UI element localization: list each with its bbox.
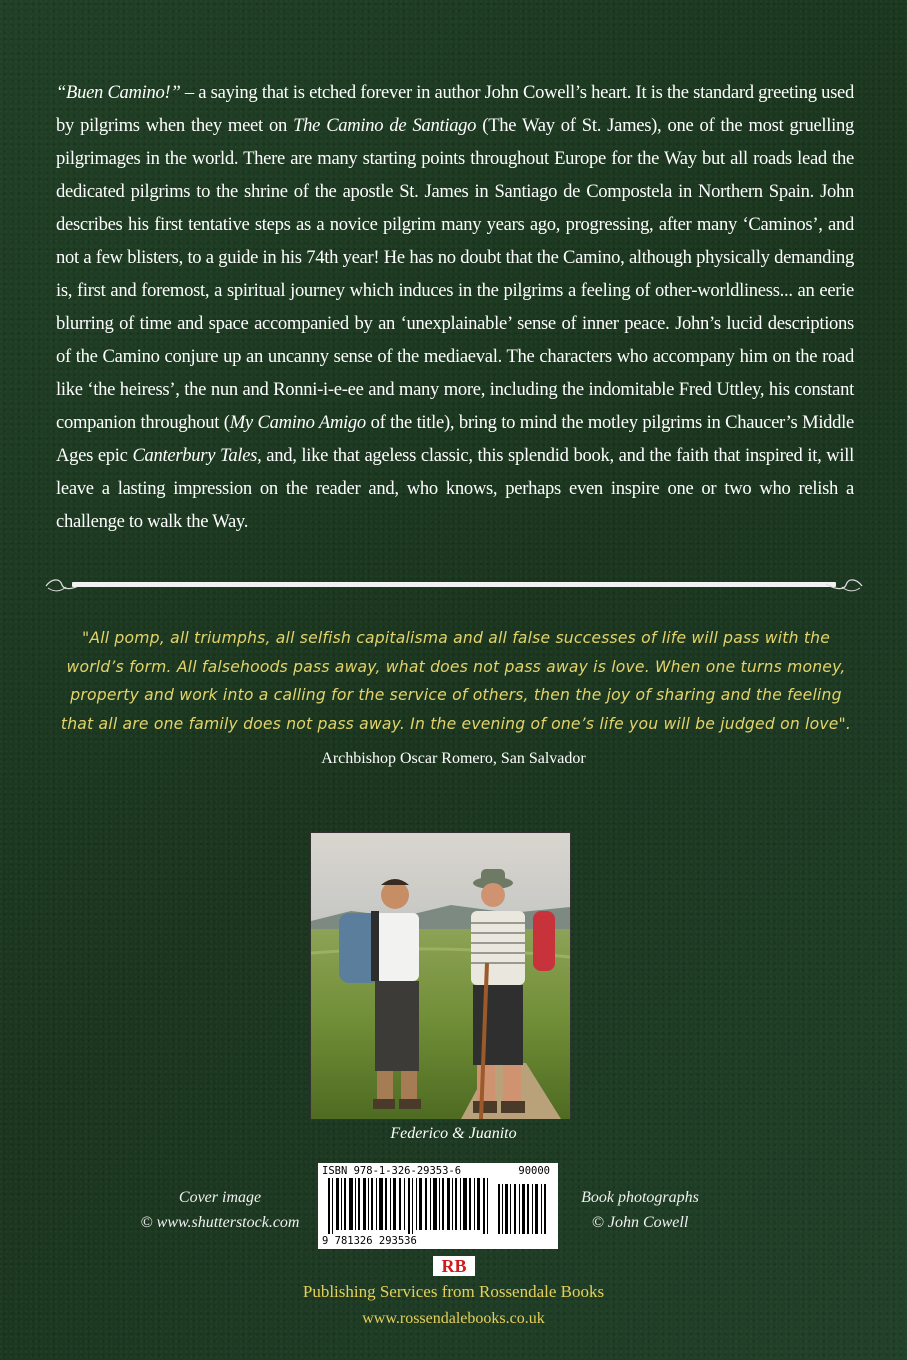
- publisher-name: Publishing Services from Rossendale Books: [302, 1282, 605, 1301]
- greeting-text: “Buen Camino!”: [56, 82, 181, 103]
- cover-credit-line1: Cover image: [178, 1189, 262, 1206]
- rossendale-books-logo: RB: [433, 1256, 475, 1276]
- publisher-website[interactable]: www.rossendalebooks.co.uk: [362, 1310, 545, 1327]
- blurb-part-2: (The Way of St. James), one of the most gruelling pilgrimages in the world. There are many starting points throughout Europe for the Way but all roads lead the dedicated pilgrims to the shrine of the apostle St. James in Santiago de Compostela in Northern Spain. John describes his first tentative steps as a novice pilgrim many years ago, progressing, after many ‘Caminos’, and not a few blisters, to a guide in his 74th year! He has no doubt that the Camino, although physically demanding is, first and foremost, a spiritual journey which induces in the pilgrims a feeling of other-worldliness... an eerie blurring of time and space accompanied by an ‘unexplainable’ sense of inner peace. John’s lucid descriptions of the Camino conjure up an uncanny sense of the mediaeval. The characters who accompany him on the road like ‘the heiress’, the nun and Ronni-i-e-ee and many more, including the indomitable Fred Uttley, his constant companion throughout (: [56, 115, 854, 433]
- book-title: My Camino Amigo: [229, 412, 366, 433]
- photo-caption: Federico & Juanito: [390, 1125, 517, 1142]
- pilgrims-photo: [310, 832, 571, 1120]
- back-cover-blurb: [56, 76, 854, 538]
- romero-quote: "All pomp, all triumphs, all selfish capitalisma and all false successes of life will pass with the world’s form. All falsehoods pass away, what does not pass away is love. When one turns money, property and work into a calling for the service of others, then the joy of sharing and the feeling that all are one family does not pass away. In the evening of one’s life you will be judged on love".: [60, 629, 852, 733]
- blurb-part-3: of the title), bring to mind the motley pilgrims in Chaucer’s Middle Ages epic: [56, 412, 854, 466]
- ornamental-divider: [44, 578, 864, 594]
- cover-image-credit: [130, 1185, 310, 1235]
- blurb-part-4: , and, like that ageless classic, this splendid book, and the faith that inspired it, will leave a lasting impression on the reader and, who knows, perhaps even inspire one or two who relish a challenge to walk the Way.: [56, 445, 854, 532]
- cover-credit-line2: © www.shutterstock.com: [140, 1214, 300, 1231]
- canterbury-title: Canterbury Tales: [132, 445, 258, 466]
- isbn-number: ISBN 978-1-326-29353-6: [322, 1165, 462, 1177]
- blurb-part-1: – a saying that is etched forever in author John Cowell’s heart. It is the standard greeting used by pilgrims when they meet on: [56, 82, 854, 136]
- right-flourish-icon: [824, 578, 864, 594]
- price-addon: 90000: [518, 1165, 550, 1177]
- barcode-icon: [326, 1178, 552, 1234]
- divider-bar: [72, 582, 836, 587]
- camino-title: The Camino de Santiago: [293, 115, 477, 136]
- photos-credit-line1: Book photographs: [581, 1189, 699, 1206]
- quote-attribution: Archbishop Oscar Romero, San Salvador: [321, 750, 586, 767]
- book-photographs-credit: [560, 1185, 720, 1235]
- isbn-barcode: [318, 1163, 558, 1249]
- photos-credit-line2: © John Cowell: [591, 1214, 689, 1231]
- barcode-digits: 9 781326 293536: [322, 1235, 417, 1247]
